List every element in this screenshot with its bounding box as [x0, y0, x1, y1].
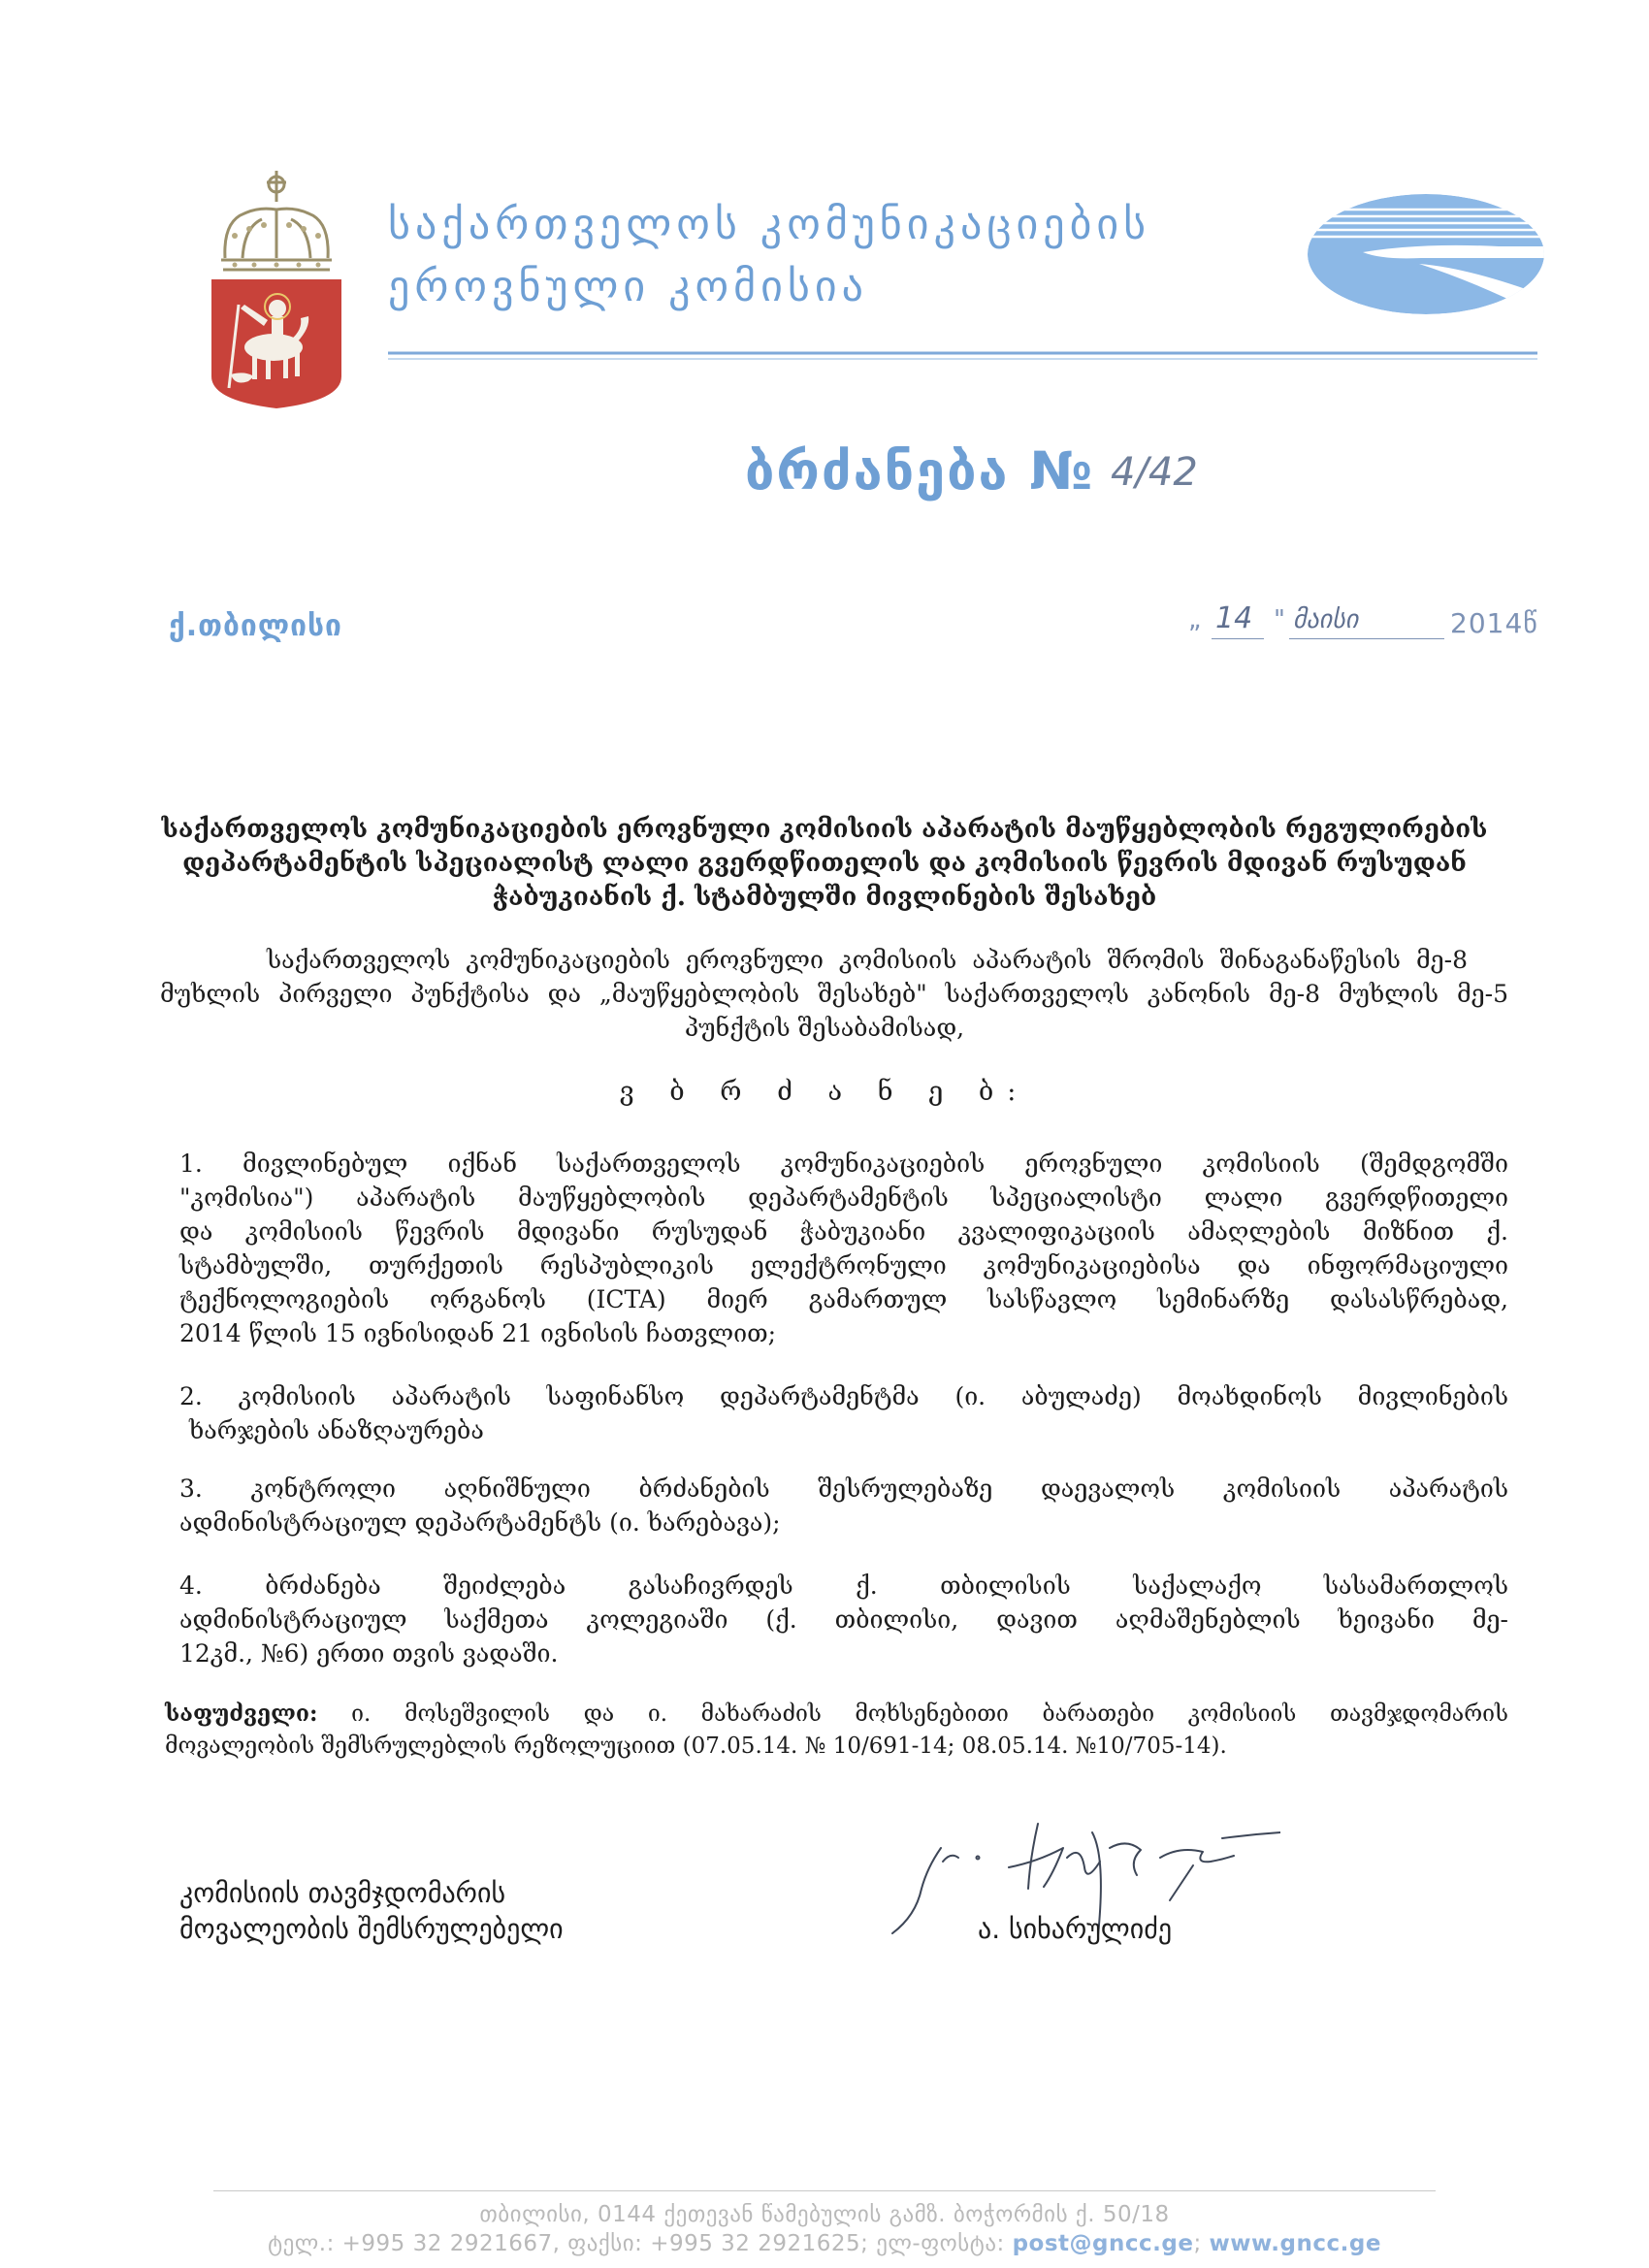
date-month: მაისი: [1293, 605, 1359, 634]
item-1-line-3: და კომისიის წევრის მდივანი რუსუდან ჭაბუკიანი კვალიფიკაციის ამაღლების მიზნით ქ.: [179, 1217, 1508, 1246]
item-3-line-1: 3. კონტროლი აღნიშნული ბრძანების შესრულებაზე დაევალოს კომისიის აპარატის: [179, 1474, 1508, 1503]
signer-name: ა. სიხარულიძე: [978, 1913, 1173, 1945]
preamble-line-2: მუხლის პირველი პუნქტისა და „მაუწყებლობის შესახებ" საქართველოს კანონის მე-8 მუხლის მე-5: [160, 980, 1508, 1008]
order-number: 4/42: [1111, 450, 1198, 495]
date-day: 14: [1215, 601, 1253, 635]
item-4-line-2: ადმინისტრაციულ საქმეთა კოლეგიაში (ქ. თბილისი, დავით აღმაშენებლის ხეივანი მე-: [179, 1605, 1508, 1634]
item-1-line-6: 2014 წლის 15 ივნისიდან 21 ივნისის ჩათვლით;: [179, 1319, 777, 1347]
preamble-line-3: პუნქტის შესაბამისად,: [684, 1014, 965, 1042]
basis-text-1: ი. მოსეშვილის და ი. მახარაძის მოხსენებითი ბარათები კომისიის თავმჯდომარის: [351, 1701, 1509, 1727]
item-2-line-2: ხარჯების ანაზღაურება: [189, 1416, 484, 1444]
preamble-line-1: საქართველოს კომუნიკაციების ეროვნული კომისიის აპარატის შრომის შინაგანაწესის მე-8: [267, 946, 1468, 974]
header-divider: [388, 347, 1537, 359]
heading-line-2: დეპარტამენტის სპეციალისტ ლალი გვერდწითელის და კომისიის წევრის მდივან რუსუდან: [182, 849, 1467, 878]
order-title: ბრძანება №: [745, 440, 1095, 502]
basis-label: საფუძველი:: [165, 1701, 318, 1727]
georgia-coat-of-arms-icon: [206, 163, 347, 410]
orders-word: ვ ბ რ ძ ა ნ ე ბ:: [619, 1077, 1030, 1107]
heading-line-3: ჭაბუკიანის ქ. სტამბულში მივლინების შესახებ: [492, 883, 1157, 912]
organization-name-line-2: ეროვნული კომისია: [388, 262, 868, 311]
item-4-line-3: 12კმ., №6) ერთი თვის ვადაში.: [179, 1639, 559, 1668]
footer-phone: ტელ.: +995 32 2921667, ფაქსი: +995 32 2921625; ელ-ფოსტა:: [268, 2231, 1005, 2256]
gncc-logo-icon: [1305, 190, 1547, 318]
footer-divider: [213, 2190, 1436, 2191]
footer-email-link[interactable]: post@gncc.ge: [1012, 2231, 1194, 2256]
item-1-line-5: ტექნოლოგიების ორგანოს (ICTA) მიერ გამართულ სასწავლო სემინარზე დასასწრებად,: [179, 1285, 1508, 1313]
item-1-line-1: 1. მივლინებულ იქნან საქართველოს კომუნიკაციების ეროვნული კომისიის (შემდგომში: [179, 1150, 1508, 1178]
heading-line-1: საქართველოს კომუნიკაციების ეროვნული კომისიის აპარატის მაუწყებლობის რეგულირების: [161, 815, 1488, 844]
item-3-line-2: ადმინისტრაციულ დეპარტამენტს (ი. ხარებავა);: [179, 1508, 781, 1537]
organization-name: [388, 194, 1150, 318]
date-year: 2014წ: [1450, 607, 1538, 639]
footer-separator: ;: [1193, 2231, 1202, 2256]
date-open-quote: „: [1188, 605, 1202, 634]
item-4-line-1: 4. ბრძანება შეიძლება გასაჩივრდეს ქ. თბილისის საქალაქო სასამართლოს: [179, 1571, 1508, 1600]
basis-line-2: მოვალეობის შემსრულებლის რეზოლუციით (07.05.14. № 10/691-14; 08.05.14. №10/705-14).: [165, 1733, 1227, 1759]
footer-address: თბილისი, 0144 ქეთევან წამებულის გამზ. ბოჭორმის ქ. 50/18: [479, 2202, 1170, 2227]
date-close-quote: ": [1274, 605, 1285, 634]
order-date: [1188, 601, 1537, 648]
item-2-line-1: 2. კომისიის აპარატის საფინანსო დეპარტამენტმა (ი. აბულაძე) მოახდინოს მივლინების: [179, 1382, 1508, 1410]
item-1-line-2: "კომისია") აპარატის მაუწყებლობის დეპარტამენტის სპეციალისტი ლალი გვერდწითელი: [179, 1183, 1508, 1212]
basis-line-1: [165, 1701, 1508, 1727]
footer-contacts: [155, 2231, 1494, 2256]
city-label: ქ.თბილისი: [169, 609, 342, 643]
organization-name-line-1: საქართველოს კომუნიკაციების: [388, 200, 1151, 249]
signer-title-line-1: კომისიის თავმჯდომარის: [179, 1877, 506, 1909]
item-1-line-4: სტამბულში, თურქეთის რესპუბლიკის ელექტრონული კომუნიკაციებისა და ინფორმაციული: [179, 1251, 1508, 1280]
signer-title-line-2: მოვალეობის შემსრულებელი: [179, 1913, 564, 1945]
footer-website-link[interactable]: www.gncc.ge: [1209, 2231, 1381, 2256]
